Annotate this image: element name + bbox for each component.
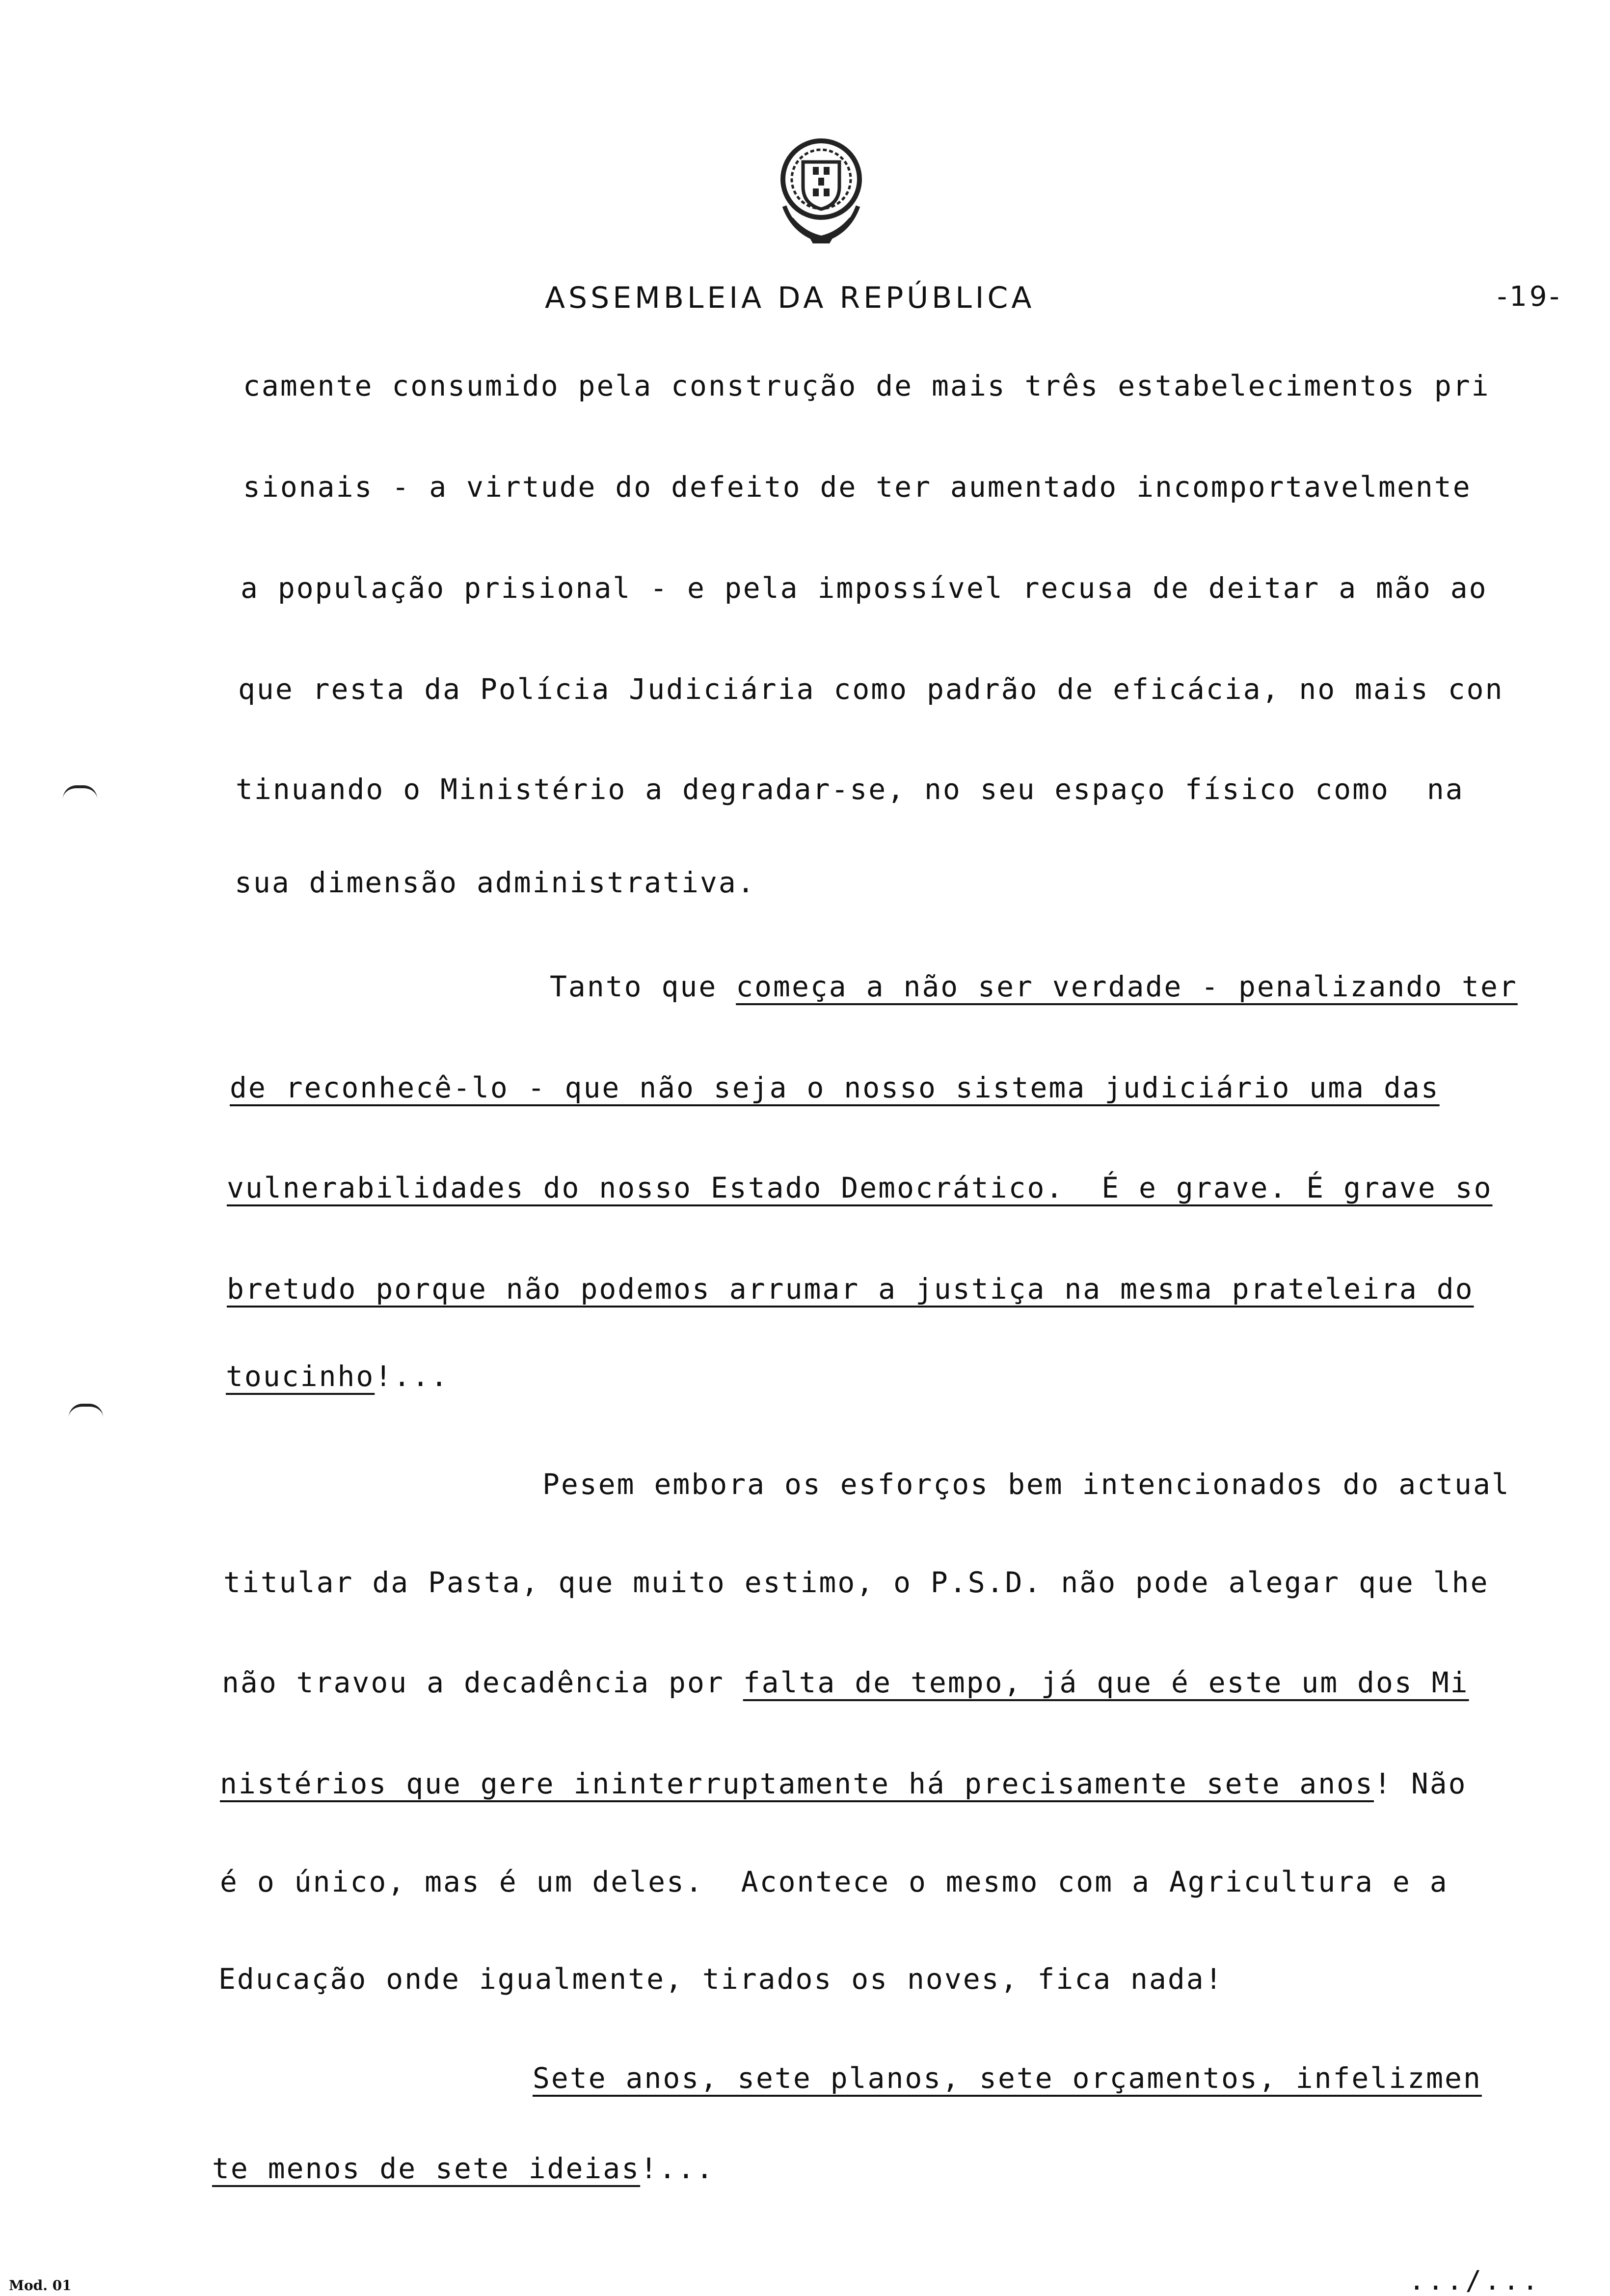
continuation-mark: .../... — [1409, 2265, 1541, 2296]
underlined-text: começa a não ser verdade - penalizando ter — [736, 970, 1518, 1003]
text-line — [220, 1767, 1467, 1800]
text-line: titular da Pasta, que muito estimo, o P.S.D. não pode alegar que lhe — [223, 1566, 1489, 1599]
text-line — [550, 970, 1518, 1003]
text-line: tinuando o Ministério a degradar-se, no seu espaço físico como na — [236, 773, 1464, 806]
text-line: camente consumido pela construção de mais três estabelecimentos pri — [243, 369, 1490, 402]
underlined-text: bretudo porque não podemos arrumar a justiça na mesma prateleira do — [227, 1272, 1474, 1306]
coat-of-arms-icon — [770, 133, 873, 250]
text-line — [212, 2152, 715, 2185]
underlined-text: falta de tempo, já que é este um dos Mi — [743, 1666, 1469, 1699]
text-line: sionais - a virtude do defeito de ter aumentado incomportavelmente — [243, 470, 1472, 504]
underlined-text: Sete anos, sete planos, sete orçamentos, infelizmen — [533, 2061, 1482, 2095]
text-line: sua dimensão administrativa. — [235, 866, 756, 899]
text-segment: Tanto que — [550, 970, 736, 1003]
underlined-text: vulnerabilidades do nosso Estado Democrático. É e grave. É grave so — [227, 1171, 1493, 1204]
text-line — [222, 1666, 1469, 1699]
page-title: ASSEMBLEIA DA REPÚBLICA — [545, 281, 1035, 315]
text-line: que resta da Polícia Judiciária como padrão de eficácia, no mais con — [238, 672, 1504, 706]
underlined-text: nistérios que gere ininterruptamente há precisamente sete anos — [220, 1767, 1374, 1800]
text-line — [226, 1360, 449, 1393]
page-number: -19- — [1497, 281, 1562, 313]
underlined-text: toucinho — [226, 1360, 375, 1393]
underlined-text: te menos de sete ideias — [212, 2152, 641, 2185]
form-code: Mod. 01 — [9, 2277, 72, 2294]
text-line: a população prisional - e pela impossível recusa de deitar a mão ao — [241, 571, 1488, 605]
margin-mark — [63, 785, 97, 799]
text-line: Educação onde igualmente, tirados os noves, fica nada! — [218, 1962, 1224, 1996]
underlined-text: de reconhecê-lo - que não seja o nosso sistema judiciário uma das — [230, 1071, 1440, 1104]
text-segment: !... — [640, 2152, 715, 2185]
text-segment: !... — [375, 1360, 450, 1393]
text-line: Pesem embora os esforços bem intencionados do actual — [542, 1468, 1510, 1501]
margin-mark — [69, 1404, 103, 1417]
text-segment: ! Não — [1373, 1767, 1467, 1800]
text-line: é o único, mas é um deles. Acontece o mesmo com a Agricultura e a — [220, 1865, 1449, 1898]
text-segment: não travou a decadência por — [222, 1666, 743, 1699]
